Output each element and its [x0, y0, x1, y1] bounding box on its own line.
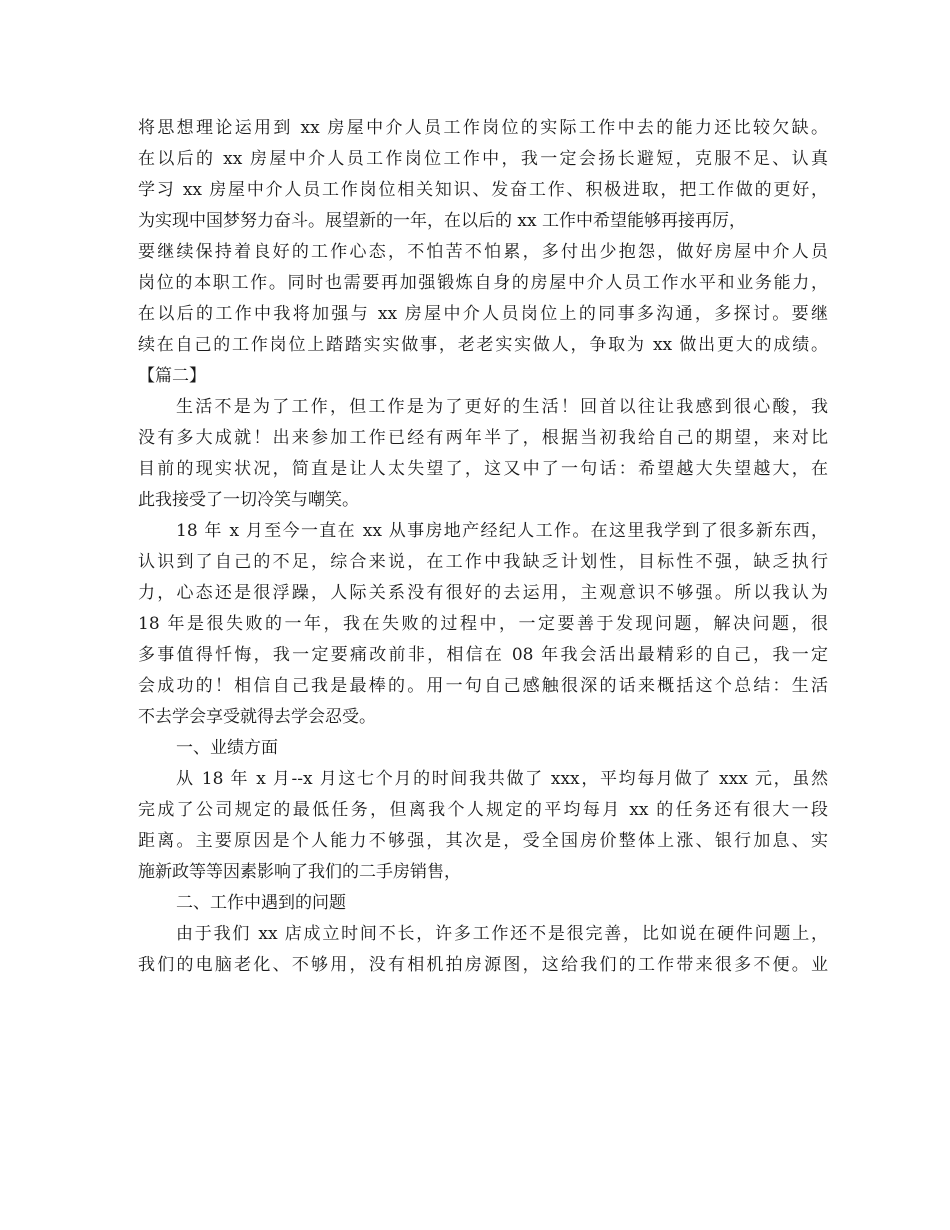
text-line: 将思想理论运用到 xx 房屋中介人员工作岗位的实际工作中去的能力还比较欠缺。	[138, 118, 828, 138]
text-line: 续在自己的工作岗位上踏踏实实做事，老老实实做人，争取为 xx 做出更大的成绩。	[138, 335, 828, 355]
text-line: 此我接受了一切冷笑与嘲笑。	[138, 490, 359, 510]
text-line: 我们的电脑老化、不够用，没有相机拍房源图，这给我们的工作带来很多不便。业	[138, 955, 828, 975]
text-line: 由于我们 xx 店成立时间不长，许多工作还不是很完善，比如说在硬件问题上，	[176, 924, 828, 944]
text-line: 生活不是为了工作，但工作是为了更好的生活！回首以往让我感到很心酸，我	[176, 397, 828, 417]
text-line: 在以后的 xx 房屋中介人员工作岗位工作中，我一定会扬长避短，克服不足、认真	[138, 149, 828, 169]
text-line: 学习 xx 房屋中介人员工作岗位相关知识、发奋工作、积极进取，把工作做的更好，	[138, 180, 828, 200]
text-line: 施新政等等因素影响了我们的二手房销售，	[138, 862, 461, 882]
subsection-heading: 一、业绩方面	[176, 738, 278, 758]
text-line: 会成功的！相信自己我是最棒的。用一句自己感触很深的话来概括这个总结：生活	[138, 676, 828, 696]
text-line: 力，心态还是很浮躁，人际关系没有很好的去运用，主观意识不够强。所以我认为	[138, 583, 828, 603]
text-line: 目前的现实状况，简直是让人太失望了，这又中了一句话：希望越大失望越大，在	[138, 459, 828, 479]
subsection-heading: 二、工作中遇到的问题	[176, 893, 346, 913]
text-line: 从 18 年 x 月--x 月这七个月的时间我共做了 xxx，平均每月做了 xxx 元，虽然	[176, 769, 828, 789]
text-line: 18 年 x 月至今一直在 xx 从事房地产经纪人工作。在这里我学到了很多新东西，	[176, 521, 828, 541]
section-heading: 【篇二】	[138, 366, 206, 386]
text-line: 在以后的工作中我将加强与 xx 房屋中介人员岗位上的同事多沟通，多探讨。要继	[138, 304, 828, 324]
text-line: 岗位的本职工作。同时也需要再加强锻炼自身的房屋中介人员工作水平和业务能力，	[138, 273, 828, 293]
text-line: 认识到了自己的不足，综合来说，在工作中我缺乏计划性，目标性不强，缺乏执行	[138, 552, 828, 572]
text-line: 要继续保持着良好的工作心态，不怕苦不怕累，多付出少抱怨，做好房屋中介人员	[138, 242, 828, 262]
text-line: 为实现中国梦努力奋斗。展望新的一年，在以后的 xx 工作中希望能够再接再厉，	[138, 211, 746, 231]
text-line: 多事值得忏悔，我一定要痛改前非，相信在 08 年我会活出最精彩的自己，我一定	[138, 645, 828, 665]
text-line: 完成了公司规定的最低任务，但离我个人规定的平均每月 xx 的任务还有很大一段	[138, 800, 828, 820]
text-line: 距离。主要原因是个人能力不够强，其次是，受全国房价整体上涨、银行加息、实	[138, 831, 828, 851]
text-line: 不去学会享受就得去学会忍受。	[138, 707, 376, 727]
text-line: 没有多大成就！出来参加工作已经有两年半了，根据当初我给自己的期望，来对比	[138, 428, 828, 448]
text-line: 18 年是很失败的一年，我在失败的过程中，一定要善于发现问题，解决问题，很	[138, 614, 828, 634]
